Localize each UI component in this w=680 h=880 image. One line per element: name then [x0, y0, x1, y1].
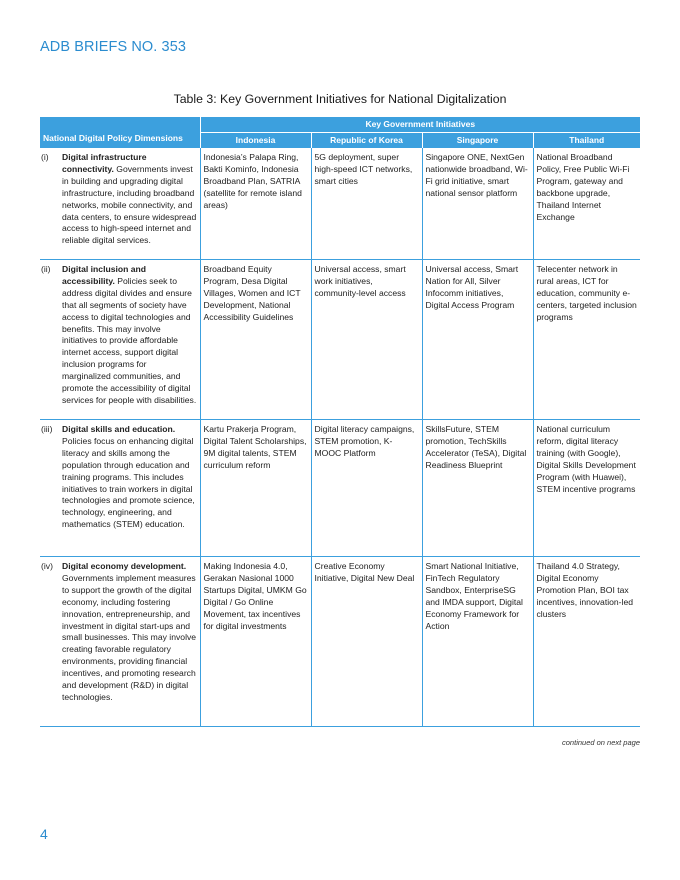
- row-number: (iii): [41, 424, 53, 434]
- country-header-thailand: Thailand: [533, 133, 640, 149]
- table-row: [40, 148, 640, 260]
- cell-korea: 5G deployment, super high-speed ICT networks, smart cities: [311, 148, 422, 260]
- group-header: Key Government Initiatives: [200, 117, 640, 133]
- dimension-description: Policies seek to address digital divides and ensure that all segments of society have access to digital technologies and benefits. This may involve initiatives to provide affordable internet access, support digital inclusion programs for marginalized communities, and promote the accessibility of digital services for people with disabilities.: [62, 275, 197, 405]
- cell-indonesia: Kartu Prakerja Program, Digital Talent Scholarships, 9M digital talents, STEM curriculum reform: [200, 420, 311, 557]
- country-header-singapore: Singapore: [422, 133, 533, 149]
- dimension-description: Policies focus on enhancing digital literacy and skills among the population through education and training programs. This includes initiatives to train workers in digital technologies and promote science, technology, engineering, and mathematics (STEM) education.: [62, 435, 195, 530]
- dimension-description: Governments implement measures to support the growth of the digital economy, including fostering innovation, entrepreneurship, and investment in digital start-ups and small businesses. This may involve creating favorable regulatory environments, providing financial incentives, and promoting research and development (R&D) in digital technologies.: [62, 572, 197, 702]
- cell-korea: Universal access, smart work initiatives, community-level access: [311, 260, 422, 420]
- cell-korea: Creative Economy Initiative, Digital New Deal: [311, 557, 422, 727]
- series-title: ADB BRIEFS NO. 353: [40, 39, 187, 55]
- cell-thailand: National Broadband Policy, Free Public Wi-Fi Program, gateway and backbone upgrade, Thailand Internet Exchange: [533, 148, 640, 260]
- initiatives-table: [40, 117, 640, 727]
- country-header-indonesia: Indonesia: [200, 133, 311, 149]
- table-row: [40, 420, 640, 557]
- row-number: (ii): [41, 264, 51, 274]
- row-number: (iv): [41, 561, 53, 571]
- dimension-cell: [40, 260, 200, 420]
- continued-note: continued on next page: [562, 738, 640, 747]
- dimension-heading: Digital skills and education.: [62, 424, 176, 434]
- dimension-cell: [40, 148, 200, 260]
- dimension-cell: [40, 557, 200, 727]
- cell-thailand: Telecenter network in rural areas, ICT for education, community e-centers, targeted inclusion programs: [533, 260, 640, 420]
- cell-singapore: SkillsFuture, STEM promotion, TechSkills Accelerator (TeSA), Digital Readiness Blueprint: [422, 420, 533, 557]
- cell-singapore: Singapore ONE, NextGen nationwide broadband, Wi-Fi grid initiative, smart national sensor platform: [422, 148, 533, 260]
- dimension-cell: [40, 420, 200, 557]
- cell-singapore: Smart National Initiative, FinTech Regulatory Sandbox, EnterpriseSG and IMDA support, Digital Economy Framework for Action: [422, 557, 533, 727]
- cell-indonesia: Broadband Equity Program, Desa Digital Villages, Women and ICT Development, National Accessibility Guidelines: [200, 260, 311, 420]
- dimension-header: National Digital Policy Dimensions: [40, 117, 200, 148]
- dimension-heading: Digital inclusion and accessibility.: [62, 264, 147, 286]
- page-number: 4: [40, 826, 48, 842]
- dimension-heading: Digital economy development.: [62, 561, 187, 571]
- cell-korea: Digital literacy campaigns, STEM promotion, K-MOOC Platform: [311, 420, 422, 557]
- cell-singapore: Universal access, Smart Nation for All, Silver Infocomm initiatives, Digital Access Program: [422, 260, 533, 420]
- table-title: Table 3: Key Government Initiatives for National Digitalization: [173, 92, 507, 106]
- dimension-heading: Digital infrastructure connectivity.: [62, 152, 147, 174]
- dimension-description: Governments invest in building and upgrading digital infrastructure, including broadband networks, mobile connectivity, and data centers, to ensure widespread access to high-speed internet and reliable digital services.: [62, 163, 197, 246]
- table-row: [40, 260, 640, 420]
- cell-thailand: National curriculum reform, digital literacy training (with Google), Digital Skills Development Program (with Huawei), STEM incentive programs: [533, 420, 640, 557]
- cell-indonesia: Indonesia’s Palapa Ring, Bakti Kominfo, Indonesia Broadband Plan, SATRIA (satellite for remote island areas): [200, 148, 311, 260]
- row-number: (i): [41, 152, 49, 162]
- cell-thailand: Thailand 4.0 Strategy, Digital Economy Promotion Plan, BOI tax incentives, innovation-led clusters: [533, 557, 640, 727]
- cell-indonesia: Making Indonesia 4.0, Gerakan Nasional 1000 Startups Digital, UMKM Go Digital / Go Online Movement, tax incentives for digital investments: [200, 557, 311, 727]
- country-header-korea: Republic of Korea: [311, 133, 422, 149]
- table-row: [40, 557, 640, 727]
